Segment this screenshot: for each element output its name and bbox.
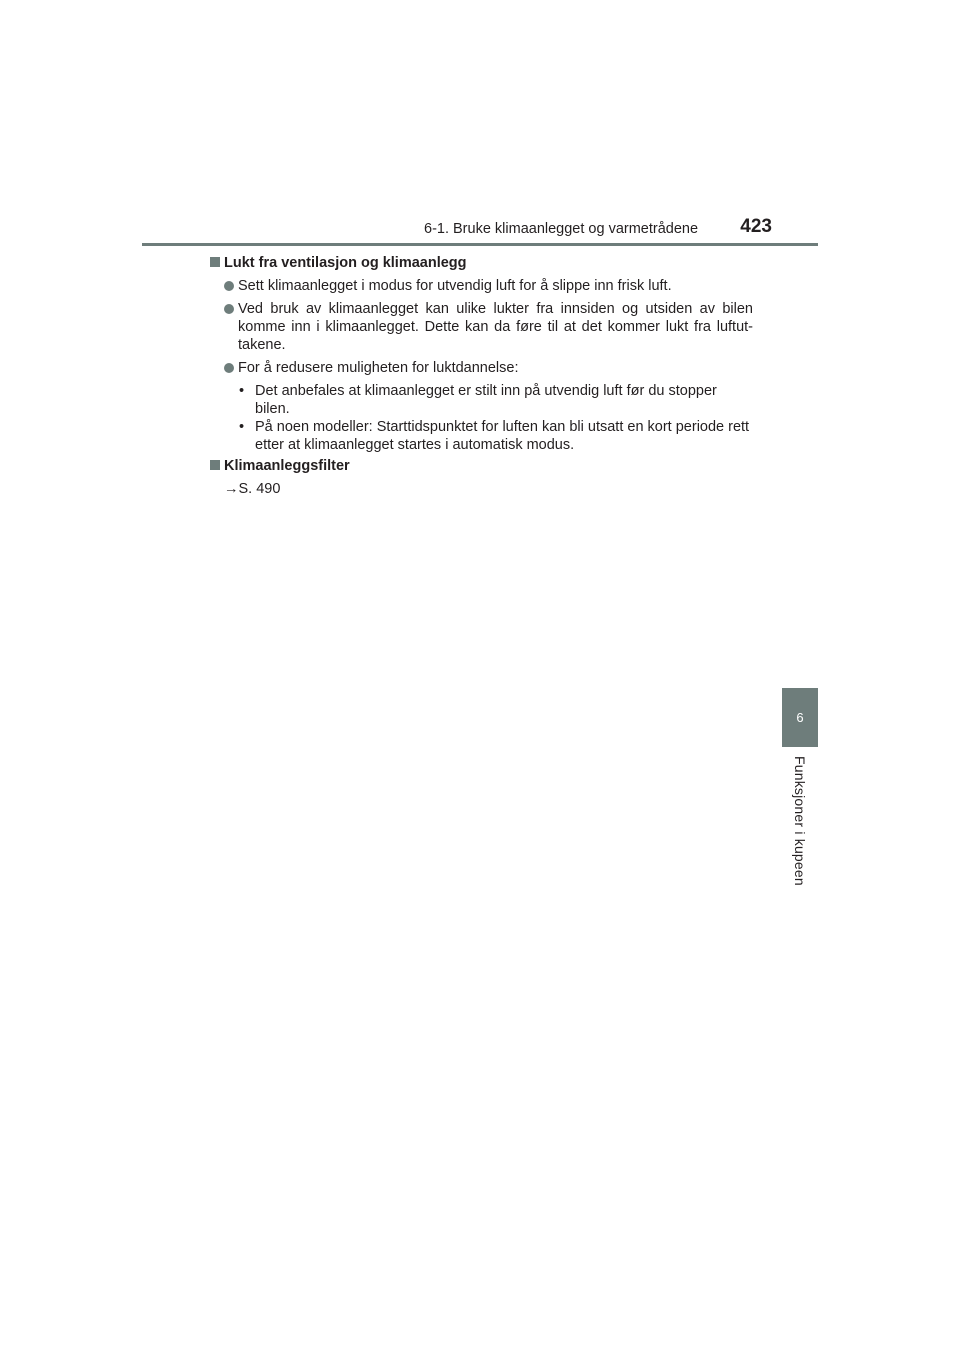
round-bullet-icon — [224, 281, 234, 291]
sub-list-item — [208, 382, 753, 418]
list-item-text: Ved bruk av klimaanlegget kan ulike lukter fra innsiden og utsiden av bilen komme inn i klimaanlegget. Dette kan da føre til at det kommer lukt fra luftut-takene. — [238, 301, 753, 353]
sub-list-item-text: Det anbefales at klimaanlegget er stilt inn på utvendig luft før du stopper bilen. — [255, 383, 717, 417]
page-content — [208, 254, 753, 498]
list-item — [208, 359, 753, 377]
square-bullet-icon — [210, 257, 220, 267]
section-heading — [208, 457, 753, 475]
page-number: 423 — [740, 216, 772, 237]
list-item — [208, 300, 753, 354]
chapter-number: 6 — [796, 710, 804, 725]
chapter-title: Funksjoner i kupeen — [792, 756, 808, 886]
square-bullet-icon — [210, 460, 220, 470]
chapter-tab — [782, 688, 818, 747]
sub-bullet-marker: • — [239, 419, 245, 435]
header-divider — [142, 243, 818, 246]
section-heading-text: Lukt fra ventilasjon og klimaanlegg — [224, 255, 467, 271]
section-heading — [208, 254, 753, 272]
sub-list — [208, 382, 753, 454]
round-bullet-icon — [224, 304, 234, 314]
section-title: 6-1. Bruke klimaanlegget og varmetrådene — [424, 221, 699, 237]
list-item — [208, 277, 753, 295]
sub-list-item-text: På noen modeller: Starttidspunktet for luften kan bli utsatt en kort periode rett etter at klimaanlegget startes i automatisk modus. — [255, 419, 750, 453]
round-bullet-icon — [224, 363, 234, 373]
list-item-text: Sett klimaanlegget i modus for utvendig luft for å slippe inn frisk luft. — [238, 278, 672, 294]
page-reference[interactable]: →S. 490 — [224, 481, 281, 497]
list-item-text: For å redusere muligheten for luktdannelse: — [238, 360, 519, 376]
sub-bullet-marker: • — [239, 383, 245, 399]
chapter-label — [782, 756, 818, 896]
section-heading-text: Klimaanleggsfilter — [224, 458, 350, 474]
page-header — [142, 212, 818, 246]
sub-list-item — [208, 418, 753, 454]
